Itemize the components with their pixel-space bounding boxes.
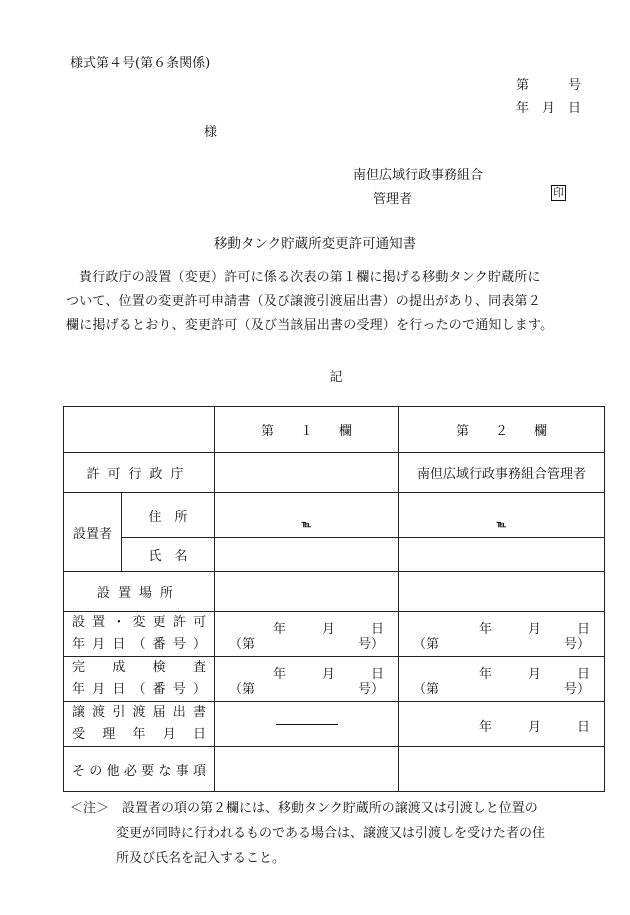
location-label: 設置場所 [64,572,215,612]
address-row [64,493,605,538]
permit-date-label-1: 設 置 ・ 変 更 許 可 [72,615,206,630]
transfer-label-1: 譲 渡 引 渡 届 出 書 [72,705,206,720]
ki-heading: 記 [329,370,343,385]
notification-table [63,406,605,792]
location-col2[interactable] [399,572,605,612]
body-paragraph [66,266,606,338]
inspection-row [64,657,605,702]
location-row [64,572,605,612]
name-row [64,538,605,572]
tel-icon: ℡ [496,520,507,530]
organization-name: 南但広域行政事務組合 [353,168,484,183]
name-col1[interactable] [215,538,399,572]
form-number: 様式第４号(第６条関係) [70,56,211,71]
name-label: 氏 名 [122,538,215,572]
inspection-label-2: 年 月 日 （ 番 号 ） [72,682,206,697]
transfer-col2[interactable]: 年 月 日 [399,702,605,747]
note-line-3: 所及び氏名を記入すること。 [116,851,286,866]
note-line-1: ＜注＞ 設置者の項の第２欄には、移動タンク貯蔵所の譲渡又は引渡しと位置の [70,801,538,816]
document-number: 第 号 [516,78,582,93]
inspection-label-1: 完 成 検 査 [72,660,206,675]
location-col1[interactable] [215,572,399,612]
permit-date-label-2: 年 月 日 （ 番 号 ） [72,637,206,652]
note-prefix: ＜注＞ [70,801,110,816]
tel-icon: ℡ [301,520,312,530]
col2-header: 第 ２ 欄 [399,407,605,453]
manager-label: 管理者 [373,192,413,207]
name-col2[interactable] [399,538,605,572]
permit-date-row [64,612,605,657]
transfer-col1 [215,702,399,747]
permit-authority-col2: 南但広域行政事務組合管理者 [399,453,605,493]
seal-mark: 印 [553,186,564,199]
other-col1[interactable] [215,747,399,792]
permit-authority-label: 許可行政庁 [64,453,215,493]
other-label [64,747,215,792]
transfer-label-2: 受 理 年 月 日 [72,727,206,742]
corner-cell [64,407,215,453]
other-label-text: そ の 他 必 要 な 事 項 [72,763,206,779]
other-col2[interactable] [399,747,605,792]
address-col1[interactable] [215,493,399,538]
not-applicable-dash [276,724,338,725]
body-line-3: 欄に掲げるとおり、変更許可（及び当該届出書の受理）を行ったので通知します。 [66,318,554,333]
address-col2[interactable] [399,493,605,538]
col1-header: 第 １ 欄 [215,407,399,453]
inspection-col2[interactable]: 年 月 日 （第 号） [399,657,605,702]
document-title: 移動タンク貯蔵所変更許可通知書 [213,236,417,252]
permit-date-col2[interactable]: 年 月 日 （第 号） [399,612,605,657]
inspection-col1[interactable]: 年 月 日 （第 号） [215,657,399,702]
installer-label: 設置者 [64,493,122,572]
document-date: 年 月 日 [516,101,582,116]
address-label: 住 所 [122,493,215,538]
note-line-2: 変更が同時に行われるものである場合は、譲渡又は引渡しを受けた者の住 [116,826,546,841]
header-row [64,407,605,453]
body-line-1: 貴行政庁の設置（変更）許可に係る次表の第１欄に掲げる移動タンク貯蔵所に [79,270,541,285]
permit-authority-row [64,453,605,493]
note-block [70,796,610,871]
other-row [64,747,605,792]
permit-date-col1[interactable]: 年 月 日 （第 号） [215,612,399,657]
transfer-label [64,702,215,747]
permit-authority-col1[interactable] [215,453,399,493]
addressee-suffix: 様 [204,125,218,140]
permit-date-label [64,612,215,657]
body-line-2: ついて、位置の変更許可申請書（及び譲渡引渡届出書）の提出があり、同表第２ [66,294,541,309]
transfer-row [64,702,605,747]
inspection-label [64,657,215,702]
